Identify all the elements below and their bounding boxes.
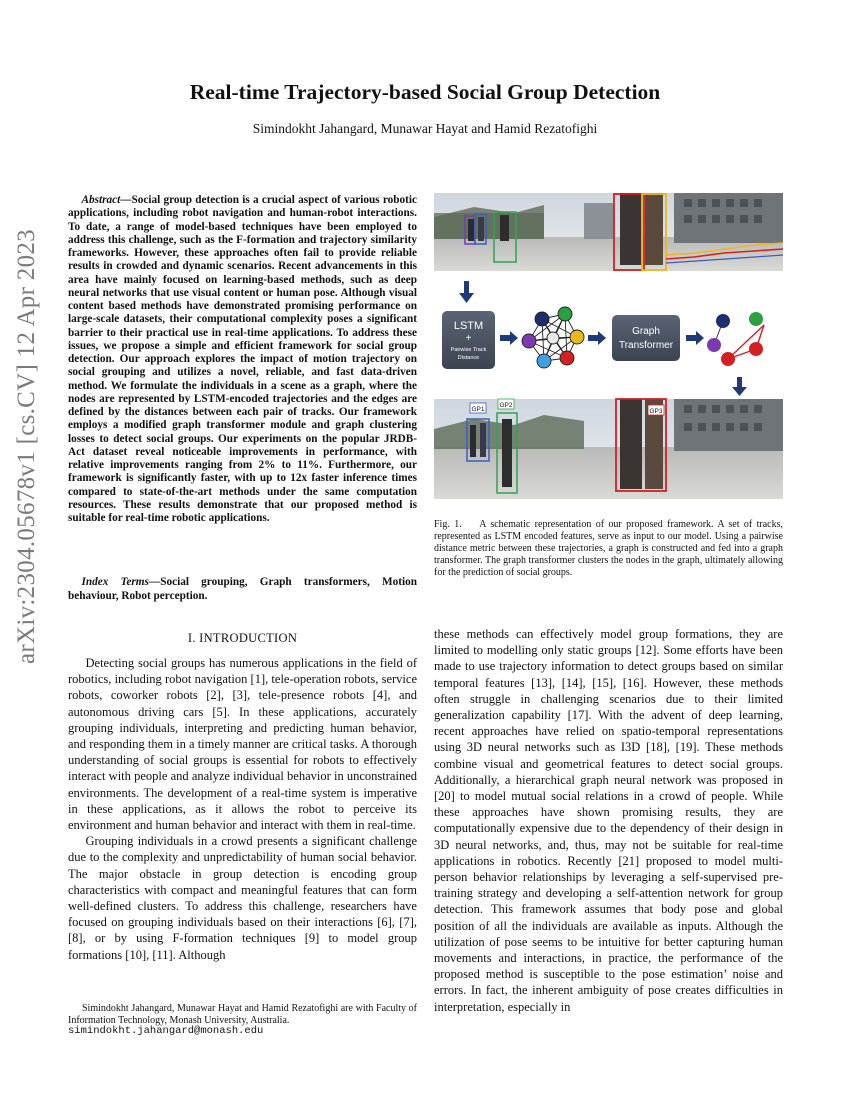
pairwise-label-2: Distance bbox=[457, 355, 480, 361]
footnote-email: simindokht.jahangard@monash.edu bbox=[68, 1025, 264, 1037]
arrow-down-icon-2 bbox=[732, 377, 747, 396]
abstract-label: Abstract bbox=[81, 194, 121, 206]
intro-paragraph-3: these methods can effectively model group formations, they are limited to modelling only static groups [12]. Some efforts have been made to use trajectory information to detect groups based on similar temporal features [13], [14], [15], [16]. However, these methods often struggle in challenging scenarios due to their limited generalization capability [17]. With the advent of deep learning, recent approaches have relied on spatio-temporal representations using 3D neural networks such as I3D [18], [19]. These methods combine visual and geometrical features to detect social groups. Additionally, a hierarchical graph neural network was proposed in [20] to model mutual social relations in a crowd of people. While these approaches have shown promising results, they are computationally expensive due to the dependency of their design in 3D neural networks, and, thus, may not be suitable for real-time applications in robotics. Recently [21] proposed to model multi-person behavior relationships by leveraging a self-supervised pre-training strategy and developing a self-attention network for group detection. This framework assumes that body pose and global position of all the individuals are available as inputs. Although the utilization of pose seems to be intuitive for better capturing human movements and interactions, in practice, the performance of the proposed method is susceptible to the pose estimation’ noise and errors. In fact, the inherent ambiguity of pose creates difficulties in interpretation, especially in bbox=[434, 627, 783, 1014]
bottom-scene-image bbox=[434, 399, 783, 499]
caption-text: A schematic representation of our proposed framework. A set of tracks, represented as LSTM encoded features, serve as input to our model. Using a pairwise distance metric between these trajectories, a graph is constructed and fed into a graph transformer. The graph transformer clusters the nodes in the graph, ultimately allowing for the prediction of social groups. bbox=[434, 519, 784, 578]
index-terms bbox=[68, 576, 417, 603]
figure-1-caption bbox=[434, 519, 783, 579]
arrow-down-icon bbox=[459, 281, 474, 303]
footnote-affiliation: Simindokht Jahangard, Munawar Hayat and Hamid Rezatofighi are with Faculty of Information Technology, Monash University, Australia. bbox=[68, 1003, 417, 1026]
graph-label-2: Transformer bbox=[618, 340, 674, 351]
paper-authors: Simindokht Jahangard, Munawar Hayat and Hamid Rezatofighi bbox=[252, 121, 598, 136]
arrow-right-icon bbox=[500, 331, 518, 345]
section-heading-introduction: I. INTRODUCTION bbox=[187, 631, 298, 645]
arxiv-side-label: arXiv:2304.05678v1 [cs.CV] 12 Apr 2023 bbox=[13, 229, 40, 664]
figure-1 bbox=[434, 193, 783, 499]
footnote bbox=[68, 1003, 417, 1038]
graph-label-1: Graph bbox=[632, 326, 660, 337]
lstm-label: LSTM bbox=[453, 320, 484, 332]
intro-paragraph-1: Detecting social groups has numerous applications in the field of robotics, including robot navigation [1], tele-operation robots, service robots, coworker robots [2], [3], tele-presence robots [4], and autonomous driving cars [5]. In these applications, accurately grouping individuals, interpreting and predicting human behavior, and responding them in a timely manner are critical tasks. A thorough understanding of social groups is essential for robots to effectively interact with people and analyze individual behavior in unconstrained environments. The development of a real-time system is imperative in these applications, as it allows the robot to perceive its environment and human behavior and interact with them in real-time. bbox=[68, 656, 417, 833]
paper-title: Real-time Trajectory-based Social Group Detection bbox=[189, 80, 661, 104]
gp3-label: GP3 bbox=[649, 408, 663, 415]
gp2-label: GP2 bbox=[499, 402, 513, 409]
arrow-right-icon-2 bbox=[588, 331, 606, 345]
intro-paragraph-2: Grouping individuals in a crowd presents a significant challenge due to the complexity and unpredictability of human social behavior. The major obstacle in group detection is encoding group characteristics with compact and meaningful features that can form well-defined clusters. To address this challenge, researchers have focused on grouping individuals based on their interactions [6], [7], [8], or by using F-formation techniques [9] to model group formations [10], [11]. Although bbox=[68, 834, 417, 962]
input-graph-icon bbox=[522, 307, 584, 368]
clustered-graph-icon bbox=[707, 312, 764, 366]
top-scene-image bbox=[434, 193, 783, 271]
caption-label: Fig. 1. bbox=[434, 519, 462, 530]
pairwise-label-1: Pairwise Track bbox=[450, 347, 487, 353]
plus-label: + bbox=[465, 333, 472, 344]
figure-1-graphic bbox=[434, 193, 783, 499]
arrow-right-icon-3 bbox=[686, 331, 704, 345]
abstract bbox=[68, 194, 417, 525]
lstm-box bbox=[442, 311, 495, 369]
intro-left-column bbox=[68, 655, 417, 963]
gp1-label: GP1 bbox=[471, 406, 485, 413]
index-terms-text: —Social grouping, Graph transformers, Motion behaviour, Robot perception. bbox=[68, 576, 418, 602]
abstract-text: —Social group detection is a crucial aspect of various robotic applications, including robot navigation and human-robot interactions. To date, a range of model-based techniques have been employed to address this challenge, such as the F-formation and trajectory similarity frameworks. However, these approaches often fail to provide reliable results in crowded and dynamic scenarios. Recent advancements in this area have mainly focused on learning-based methods, such as deep neural networks that use visual content or human pose. Although visual content based methods have demonstrated promising performance on large-scale datasets, their computational complexity poses a significant barrier to their practical use in real-time applications. To address these issues, we propose a simple and efficient framework for social group detection. Our approach explores the impact of motion trajectory on social grouping and utilizes a novel, reliable, and fast data-driven method. We formulate the individuals in a scene as a graph, where the nodes are represented by LSTM-encoded trajectories and the edges are defined by the distances between each pair of tracks. Our framework employs a modified graph transformer module and graph clustering losses to detect social groups. Our experiments on the popular JRDB-Act dataset reveal noticeable improvements in performance, with relative improvements ranging from 2% to 11%. Furthermore, our framework is significantly faster, with up to 12x faster inference times compared to state-of-the-art methods under the same computation resources. These results demonstrate that our proposed method is suitable for real-time robotic applications. bbox=[68, 194, 417, 524]
intro-right-column bbox=[434, 626, 783, 1015]
graph-transformer-box bbox=[612, 315, 680, 361]
index-terms-label: Index Terms bbox=[81, 576, 149, 588]
